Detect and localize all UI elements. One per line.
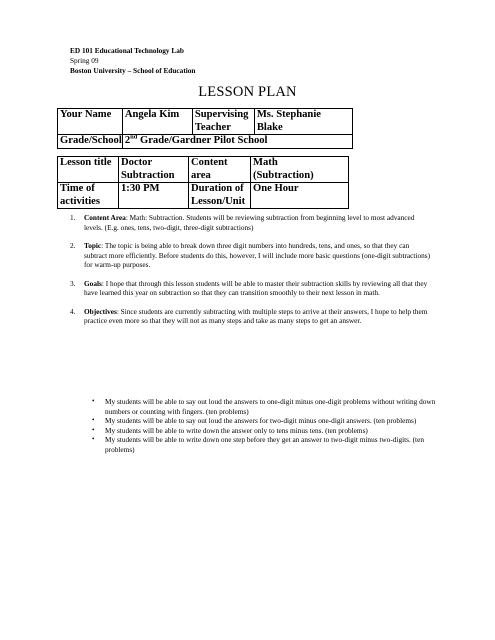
table-row bbox=[58, 109, 353, 135]
item-number: 1. bbox=[70, 213, 76, 222]
list-item bbox=[70, 241, 432, 270]
supervising-teacher-label bbox=[192, 109, 254, 135]
list-item bbox=[70, 307, 432, 326]
item-number: 4. bbox=[70, 306, 76, 316]
bullet-icon: • bbox=[92, 435, 95, 443]
list-item bbox=[92, 397, 436, 416]
table-row bbox=[58, 135, 353, 149]
your-name-label: Your Name bbox=[58, 109, 123, 135]
duration-value: One Hour bbox=[251, 183, 349, 209]
item-label: Content Area bbox=[84, 213, 126, 222]
lesson-sections bbox=[70, 213, 432, 335]
content-area-label-line-1: Content bbox=[191, 157, 228, 168]
list-item bbox=[92, 426, 436, 436]
table-row bbox=[58, 157, 349, 183]
grade-school-label: Grade/School bbox=[58, 135, 123, 149]
table-row bbox=[58, 183, 349, 209]
time-label-line-1: Time of bbox=[60, 183, 95, 194]
content-area-value-line-1: Math bbox=[253, 157, 278, 168]
time-of-activities-value: 1:30 PM bbox=[119, 183, 189, 209]
item-body bbox=[84, 307, 432, 326]
supervising-value-line-1: Ms. Stephanie bbox=[256, 109, 321, 120]
objective-text: My students will be able to say out loud the answers for two-digit minus one-digit answers. (ten problems) bbox=[105, 416, 417, 425]
list-item bbox=[92, 435, 436, 454]
item-text: : Math: Subtraction. Students will be reviewing subtraction from beginning level to most advanced levels. (E.g. ones, tens, two-digit, three-digit subtractions) bbox=[84, 213, 415, 232]
item-body bbox=[84, 279, 432, 298]
time-label-line-2: activities bbox=[60, 195, 101, 207]
supervising-teacher-value bbox=[254, 109, 352, 135]
lesson-title-label: Lesson title bbox=[58, 157, 119, 183]
objective-text: My students will be able to say out loud the answers to one-digit minus one-digit problems without writing down numbers or counting with fingers. (ten problems) bbox=[105, 397, 436, 416]
duration-label bbox=[189, 183, 251, 209]
bullet-icon: • bbox=[92, 416, 95, 424]
grade-school-value bbox=[122, 135, 352, 149]
item-label: Goals bbox=[84, 278, 102, 288]
term: Spring 09 bbox=[70, 56, 99, 65]
item-label: Topic bbox=[84, 241, 102, 250]
time-of-activities-label bbox=[58, 183, 119, 209]
grade-school-text: Grade/Gardner Pilot School bbox=[137, 135, 268, 146]
item-number: 2. bbox=[70, 241, 76, 250]
item-body bbox=[84, 213, 432, 232]
lesson-title-line-2: Subtraction bbox=[121, 169, 175, 181]
content-area-value-line-2: (Subtraction) bbox=[253, 169, 314, 181]
duration-label-line-1: Duration of bbox=[191, 183, 244, 194]
bullet-icon: • bbox=[92, 425, 95, 434]
lesson-info-table bbox=[57, 156, 349, 209]
supervising-label-line-1: Supervising bbox=[194, 109, 249, 120]
course-name: ED 101 Educational Technology Lab bbox=[70, 46, 184, 55]
item-number: 3. bbox=[70, 278, 76, 288]
objectives-list bbox=[92, 397, 436, 454]
lesson-title-value bbox=[119, 157, 189, 183]
grade-ordinal-suffix: nd bbox=[130, 133, 138, 141]
list-item bbox=[70, 213, 432, 232]
school-name: Boston University – School of Education bbox=[70, 66, 196, 75]
content-area-value bbox=[251, 157, 349, 183]
your-name-value: Angela Kim bbox=[122, 109, 192, 135]
supervising-value-line-2: Blake bbox=[256, 121, 283, 133]
item-text: : The topic is being able to break down three digit numbers into hundreds, tens, and ones, so that they can subtract more efficiently. Before students do this, however, I will include more basic questions (one-digit subtractions) for warm-up purposes. bbox=[84, 241, 431, 269]
objective-text: My students will be able to write down one step before they get an answer to two-digit minus two-digits. (ten problems) bbox=[105, 435, 424, 454]
list-item bbox=[92, 416, 436, 426]
duration-label-line-2: Lesson/Unit bbox=[191, 195, 246, 207]
grade-number: 2 bbox=[124, 135, 131, 146]
content-area-label bbox=[189, 157, 251, 183]
supervising-label-line-2: Teacher bbox=[194, 121, 231, 133]
document-header bbox=[70, 46, 195, 76]
bullet-icon: • bbox=[92, 397, 95, 405]
item-text: : Since students are currently subtracting with multiple steps to arrive at their answers, I hope to help them practice even more so that they will not as many steps and take as many steps to get an answer. bbox=[84, 306, 428, 325]
item-text: : I hope that through this lesson students will be able to master their subtraction skills by reviewing all that they have learned this year on subtraction so that they can transition smoothly to their next lesson in math. bbox=[84, 278, 428, 297]
page-title: LESSON PLAN bbox=[198, 84, 297, 100]
lesson-title-line-1: Doctor bbox=[121, 157, 153, 168]
list-item bbox=[70, 279, 432, 298]
objective-text: My students will be able to write down the answer only to tens minus tens. (ten problems) bbox=[105, 425, 368, 435]
item-label: Objectives bbox=[84, 306, 117, 316]
teacher-info-table bbox=[57, 108, 353, 149]
item-body bbox=[84, 241, 432, 270]
content-area-label-line-2: area bbox=[191, 169, 211, 181]
